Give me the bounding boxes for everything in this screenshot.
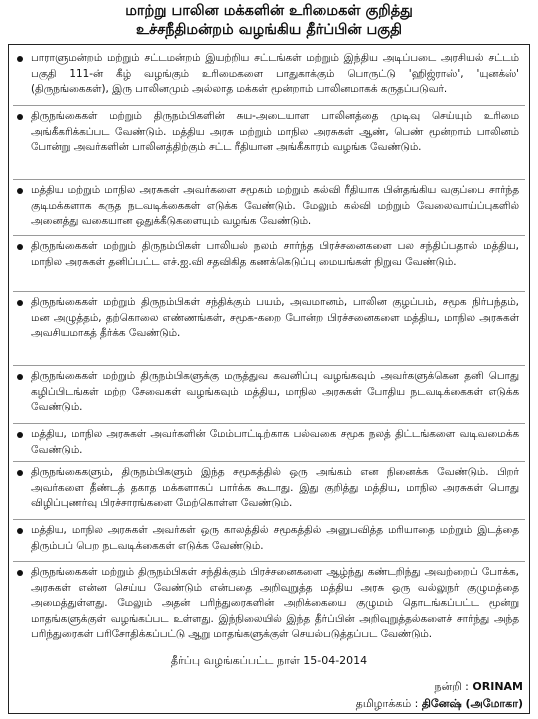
credit-value: ORINAM bbox=[472, 680, 523, 693]
bullet-icon bbox=[17, 570, 23, 576]
divider bbox=[13, 519, 525, 520]
point-text: திருநங்கைகள் மற்றும் திருநம்பிகள் சந்திக்கும் பயம், அவமானம், பாலின குழப்பம், சமூக நிர்பந்தம், மன அழுத்தம், தற்கொலை எண்ணங்கள், சமூக-கறை போன்ற பிரச்சனைகளை மத்திய, மாநில அரசுகள் அவசியமாகத் தீர்க்க வேண்டும். bbox=[31, 296, 519, 340]
bullet-icon bbox=[17, 470, 23, 476]
point-text: பாராளுமன்றம் மற்றும் சட்டமன்றம் இயற்றிய சட்டங்கள் மற்றும் இந்திய அடிப்படை அரசியல் சட்டம் பகுதி 111-ன் கீழ் வழங்கும் உரிமைகளை பாதுகாக்கும் பொருட்டு 'ஹிஜ்ராஸ்', 'யுனக்ஸ்' (திருநங்கைகள்), இரு பாலினமும் அல்லாத மக்கள் மூன்றாம் பாலினமாகக் கருதப்படுவர். bbox=[31, 52, 519, 96]
point-2 bbox=[13, 109, 519, 156]
point-8 bbox=[13, 465, 519, 512]
point-text: மத்திய, மாநில அரசுகள் அவர்களின் மேம்பாட்டிற்காக பல்வகை சமூக நலத் திட்டங்களை வடிவமைக்க வேண்டும். bbox=[31, 428, 519, 456]
judgment-date: தீர்ப்பு வழங்கப்பட்ட நாள் 15-04-2014 bbox=[170, 654, 368, 667]
bullet-icon bbox=[17, 374, 23, 380]
point-text: மத்திய மற்றும் மாநில அரசுகள் அவர்களை சமூகம் மற்றும் கல்வி ரீதியாக பின்தங்கிய வகுப்பை சார்ந்த குடிமக்களாக கருத நடவடிக்கைகள் எடுக்க வேண்டும். மேலும் கல்வி மற்றும் வேலைவாய்ப்புகளில் அனைத்து வகையான ஒதுக்கீடுகளையும் வழங்க வேண்டும். bbox=[31, 184, 519, 228]
divider bbox=[13, 423, 525, 424]
point-text: திருநங்கைகளும், திருநம்பிகளும் இந்த சமூகத்தில் ஒரு அங்கம் என நினைக்க வேண்டும். பிறர் அவர்களை தீண்டத் தகாத மக்களாகப் பார்க்க கூடாது. இது குறித்து மத்திய, மாநில அரசுகள் பொது விழிப்புணர்வு பிரச்சாரங்களை மேற்கொள்ள வேண்டும். bbox=[31, 466, 519, 510]
point-6 bbox=[13, 369, 519, 416]
translation-credit-line bbox=[356, 696, 523, 712]
divider bbox=[13, 291, 525, 292]
bullet-icon bbox=[17, 188, 23, 194]
bullet-icon bbox=[17, 56, 23, 62]
point-3 bbox=[13, 183, 519, 230]
content-frame bbox=[8, 44, 530, 714]
credit-label: நன்றி : bbox=[434, 680, 469, 693]
translation-value: தினேஷ் (அமோகா) bbox=[421, 697, 523, 710]
point-text: மத்திய, மாநில அரசுகள் அவர்கள் ஒரு காலத்தில் சமூகத்தில் அனுபவித்த மரியாதை மற்றும் இடத்தை திரும்பப் பெற நடவடிக்கைகள் எடுக்க வேண்டும். bbox=[31, 524, 519, 552]
document-title bbox=[0, 2, 538, 40]
divider bbox=[13, 561, 525, 562]
title-line-2: உச்சநீதிமன்றம் வழங்கிய தீர்ப்பின் பகுதி bbox=[136, 22, 402, 38]
point-text: திருநங்கைகள் மற்றும் திருநம்பிகள் பாலியல் நலம் சார்ந்த பிரச்சனைகளை பல சந்திப்பதால் மத்திய, மாநில அரசுகள் தனிப்பட்ட எச்.ஐ.வி சதவிகித கணக்கெடுப்பு மையங்கள் நிறுவ வேண்டும். bbox=[31, 240, 519, 268]
divider bbox=[13, 461, 525, 462]
point-10 bbox=[13, 565, 519, 643]
bullet-icon bbox=[17, 528, 23, 534]
divider bbox=[13, 365, 525, 366]
divider bbox=[13, 179, 525, 180]
divider bbox=[13, 235, 525, 236]
point-9 bbox=[13, 523, 519, 554]
divider bbox=[13, 105, 525, 106]
bullet-icon bbox=[17, 300, 23, 306]
credit-line bbox=[435, 679, 524, 695]
point-1 bbox=[13, 51, 519, 98]
bullet-icon bbox=[17, 114, 23, 120]
point-5 bbox=[13, 295, 519, 342]
point-7 bbox=[13, 427, 519, 458]
title-line-1: மாற்று பாலின மக்களின் உரிமைகள் குறித்து bbox=[125, 3, 413, 19]
translation-label: தமிழாக்கம் : bbox=[355, 697, 419, 710]
point-text: திருநங்கைகள் மற்றும் திருநம்பிகளுக்கு மருத்துவ கவனிப்பு வழங்கவும் அவர்களுக்கென தனி பொது கழிப்பிடங்கள் மற்ற சேவைகள் வழங்கவும் மத்திய, மாநில அரசுகள் போதிய நடவடிக்கைகள் எடுக்க வேண்டும். bbox=[31, 370, 519, 414]
bullet-icon bbox=[17, 432, 23, 438]
point-text: திருநங்கைகள் மற்றும் திருநம்பிகளின் சுய-அடையாள பாலினத்தை முடிவு செய்யும் உரிமை அங்கீகரிக்கப்பட வேண்டும். மத்திய அரசு மற்றும் மாநில அரசுகள் ஆண், பெண் மூன்றாம் பாலினம் போன்று அவர்களின் பாலினத்திற்கும் சட்ட ரீதியான அங்கீகாரம் வழங்க வேண்டும். bbox=[31, 110, 519, 154]
point-text: திருநங்கைகள் மற்றும் திருநம்பிகள் சந்திக்கும் பிரச்சனைகளை ஆழ்ந்து கண்டறிந்து அவற்றைப் போக்க, அரசுகள் என்ன செய்ய வேண்டும் என்பதை அறிவுறுத்த மத்திய அரசு ஒரு வல்லுநர் குழுமத்தை அமைத்துள்ளது. மேலும் அதன் பரிந்துரைகளின் அறிக்கையை குழுமம் தொடங்கப்பட்ட மூன்று மாதங்களுக்குள் வழங்கப்பட உள்ளது. இந்நிலையில் இந்த தீர்ப்பின் அறிவுறுத்தல்களைச் சார்ந்து அந்த பரிந்துரைகள் பரிசோதிக்கப்பட்டு ஆறு மாதங்களுக்குள் செயல்படுத்தப்பட வேண்டும். bbox=[31, 566, 519, 641]
bullet-icon bbox=[17, 244, 23, 250]
point-4 bbox=[13, 239, 519, 270]
